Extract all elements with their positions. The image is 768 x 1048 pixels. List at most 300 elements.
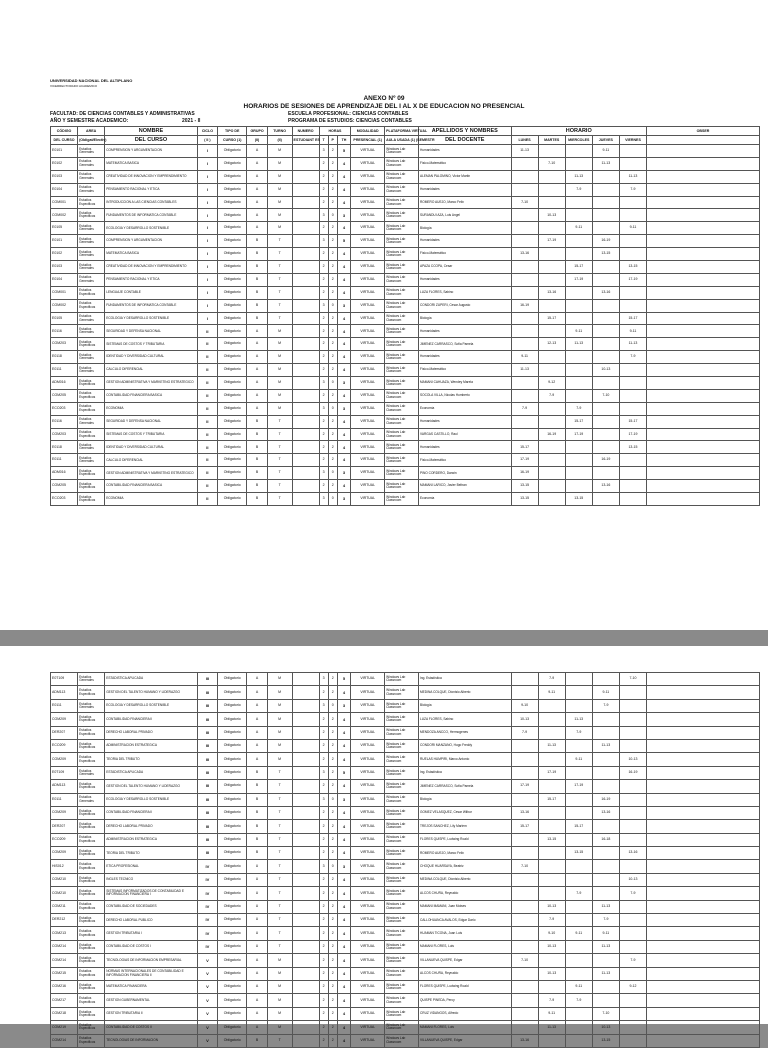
course-name: GESTION ADMINISTRATIVA Y MARKETING ESTRATEGICO xyxy=(105,467,198,480)
schedule-lunes xyxy=(511,389,538,402)
teacher-name: CONDORI ZUPERI, Cesar Augusto xyxy=(418,299,511,312)
schedule-viernes xyxy=(619,699,646,712)
course-type: Obligatorio xyxy=(218,377,247,390)
modality: VIRTUAL xyxy=(351,441,385,454)
teacher-name: Humanidades xyxy=(418,145,511,158)
observation xyxy=(647,389,760,402)
hours-t: 3 xyxy=(319,860,328,873)
hours-p: 2 xyxy=(328,980,337,993)
hours-p: 2 xyxy=(328,914,337,927)
hours-p: 2 xyxy=(328,183,337,196)
hours-t: 3 xyxy=(319,699,328,712)
course-group: A xyxy=(247,739,267,752)
student-count xyxy=(292,739,319,752)
schedule-miercoles xyxy=(565,454,592,467)
hours-p: 2 xyxy=(328,1021,337,1034)
modality: VIRTUAL xyxy=(351,248,385,261)
observation xyxy=(647,312,760,325)
course-group: A xyxy=(247,402,267,415)
teacher-name: CRUZ VIDANGOS, Alfredo xyxy=(418,1007,511,1020)
schedule-martes xyxy=(538,351,565,364)
course-type: Obligatorio xyxy=(218,847,247,860)
course-area: Estudios Generales xyxy=(78,441,105,454)
schedule-miercoles xyxy=(565,1034,592,1047)
hours-th: 4 xyxy=(337,713,351,726)
teacher-name: MAMANI LARICO, Javier Beltran xyxy=(418,480,511,493)
course-code: COM216 xyxy=(51,980,78,993)
course-group: A xyxy=(247,753,267,766)
schedule-jueves xyxy=(592,402,619,415)
schedule-lunes xyxy=(511,686,538,699)
course-group: A xyxy=(247,967,267,980)
course-shift: T xyxy=(267,847,292,860)
hours-t: 3 xyxy=(319,766,328,779)
modality: VIRTUAL xyxy=(351,183,385,196)
course-name: TEORIA DEL TRIBUTO xyxy=(105,847,198,860)
hours-p: 2 xyxy=(328,351,337,364)
course-name: COMPRENSION Y ARGUMENTACION xyxy=(105,235,198,248)
hours-p: 2 xyxy=(328,673,337,686)
course-shift: M xyxy=(267,196,292,209)
table-row xyxy=(51,209,760,222)
schedule-martes xyxy=(538,441,565,454)
modality: VIRTUAL xyxy=(351,833,385,846)
table-row xyxy=(51,273,760,286)
hours-p: 2 xyxy=(328,873,337,886)
course-name: GESTION TRIBUTARIA I xyxy=(105,927,198,940)
course-area: Estudios Generales xyxy=(78,145,105,158)
course-area: Estudios Generales xyxy=(78,454,105,467)
course-shift: M xyxy=(267,183,292,196)
schedule-martes xyxy=(538,248,565,261)
platform: Windows Lab Classroom xyxy=(385,170,419,183)
course-shift: T xyxy=(267,235,292,248)
schedule-martes: 9-11 xyxy=(538,686,565,699)
course-area: Estudios Especificos xyxy=(78,1007,105,1020)
hours-t: 2 xyxy=(319,914,328,927)
course-area: Estudios Especificos xyxy=(78,1034,105,1047)
col-turno: TURNO xyxy=(267,127,292,136)
observation xyxy=(647,364,760,377)
schedule-jueves xyxy=(592,860,619,873)
hours-th: 4 xyxy=(337,900,351,913)
schedule-viernes xyxy=(619,726,646,739)
schedule-lunes: 13-16 xyxy=(511,1034,538,1047)
schedule-martes xyxy=(538,222,565,235)
hours-t: 2 xyxy=(319,847,328,860)
teacher-name: GOMEZ VELASQUEZ, Cesar Wilbur xyxy=(418,806,511,819)
course-group: A xyxy=(247,994,267,1007)
table-row xyxy=(51,415,760,428)
schedule-lunes xyxy=(511,753,538,766)
hours-t: 2 xyxy=(319,980,328,993)
platform: Windows Lab Classroom xyxy=(385,261,419,274)
hours-t: 3 xyxy=(319,673,328,686)
table-row xyxy=(51,820,760,833)
course-cycle: IV xyxy=(197,927,217,940)
course-area: Estudios Especificos xyxy=(78,428,105,441)
hours-th: 4 xyxy=(337,806,351,819)
platform: Windows Lab Classroom xyxy=(385,900,419,913)
schedule-lunes xyxy=(511,261,538,274)
course-shift: M xyxy=(267,713,292,726)
course-code: E0101 xyxy=(51,235,78,248)
student-count xyxy=(292,753,319,766)
col-th: TH xyxy=(337,136,351,145)
schedule-viernes: 13-15 xyxy=(619,261,646,274)
hours-th: 4 xyxy=(337,222,351,235)
platform: Windows Lab Classroom xyxy=(385,927,419,940)
course-shift: M xyxy=(267,994,292,1007)
student-count xyxy=(292,377,319,390)
schedule-miercoles xyxy=(565,1007,592,1020)
schedule-martes: 16-19 xyxy=(538,428,565,441)
hours-th: 4 xyxy=(337,927,351,940)
schedule-miercoles xyxy=(565,389,592,402)
teacher-name: HUAMAN TICONA, Juan Luis xyxy=(418,927,511,940)
course-name: SEGURIDAD Y DEFENSA NACIONAL xyxy=(105,415,198,428)
hours-th: 4 xyxy=(337,780,351,793)
teacher-name: FLORES QUISPE, Ludwing Roald xyxy=(418,833,511,846)
hours-t: 2 xyxy=(319,273,328,286)
course-group: A xyxy=(247,364,267,377)
table-row xyxy=(51,673,760,686)
schedule-lunes xyxy=(511,235,538,248)
hours-t: 3 xyxy=(319,402,328,415)
student-count xyxy=(292,441,319,454)
schedule-miercoles: 15-17 xyxy=(565,261,592,274)
schedule-lunes xyxy=(511,209,538,222)
schedule-lunes xyxy=(511,273,538,286)
hours-th: 5 xyxy=(337,766,351,779)
table-row xyxy=(51,248,760,261)
hours-th: 4 xyxy=(337,753,351,766)
course-name: SISTEMAS DE COSTOS Y TRIBUTARIA xyxy=(105,428,198,441)
schedule-jueves: 13-16 xyxy=(592,286,619,299)
schedule-lunes: 13-16 xyxy=(511,248,538,261)
schedule-miercoles xyxy=(565,299,592,312)
col-t: T xyxy=(319,136,328,145)
course-area: Estudios Especificos xyxy=(78,780,105,793)
university-name: UNIVERSIDAD NACIONAL DEL ALTIPLANO xyxy=(50,78,133,83)
student-count xyxy=(292,209,319,222)
hours-p: 2 xyxy=(328,312,337,325)
schedule-jueves xyxy=(592,753,619,766)
schedule-lunes xyxy=(511,766,538,779)
course-group: A xyxy=(247,699,267,712)
student-count xyxy=(292,673,319,686)
modality: VIRTUAL xyxy=(351,780,385,793)
course-code: E0116 xyxy=(51,415,78,428)
course-group: A xyxy=(247,377,267,390)
teacher-name: SURANDUI AZA, Luis Angel xyxy=(418,209,511,222)
observation xyxy=(647,820,760,833)
course-area: Estudios Especificos xyxy=(78,493,105,506)
hours-t: 2 xyxy=(319,873,328,886)
course-type: Obligatorio xyxy=(218,927,247,940)
platform: Windows Lab Classroom xyxy=(385,157,419,170)
course-name: CONTABILIDAD DE COSTOS II xyxy=(105,1021,198,1034)
course-group: A xyxy=(247,183,267,196)
schedule-lunes: 7-9 xyxy=(511,402,538,415)
hours-t: 2 xyxy=(319,454,328,467)
course-group: B xyxy=(247,415,267,428)
course-code: ECO203 xyxy=(51,402,78,415)
course-cycle: I xyxy=(197,183,217,196)
hours-p: 2 xyxy=(328,739,337,752)
hours-p: 0 xyxy=(328,860,337,873)
schedule-viernes xyxy=(619,157,646,170)
modality: VIRTUAL xyxy=(351,157,385,170)
student-count xyxy=(292,299,319,312)
course-name: PENSAMIENTO RACIONAL Y ETICA xyxy=(105,183,198,196)
course-cycle: I xyxy=(197,145,217,158)
platform: Windows Lab Classroom xyxy=(385,793,419,806)
course-area: Estudios Especificos xyxy=(78,377,105,390)
hours-p: 2 xyxy=(328,887,337,900)
course-area: Estudios Generales xyxy=(78,235,105,248)
course-group: U xyxy=(247,914,267,927)
course-cycle: I xyxy=(197,299,217,312)
course-shift: M xyxy=(267,699,292,712)
table-row xyxy=(51,766,760,779)
course-code: E0111 xyxy=(51,454,78,467)
course-shift: T xyxy=(267,286,292,299)
course-cycle: II xyxy=(197,377,217,390)
schedule-lunes xyxy=(511,900,538,913)
schedule-lunes: 15-17 xyxy=(511,820,538,833)
observation xyxy=(647,847,760,860)
course-type: Obligatorio xyxy=(218,887,247,900)
course-name: DERECHO LABORAL PRIVADO xyxy=(105,820,198,833)
schedule-miercoles xyxy=(565,954,592,967)
course-type: Obligatorio xyxy=(218,402,247,415)
course-cycle: II xyxy=(197,454,217,467)
schedule-miercoles xyxy=(565,967,592,980)
course-group: B xyxy=(247,273,267,286)
hours-t: 2 xyxy=(319,726,328,739)
course-group: A xyxy=(247,222,267,235)
course-group: B xyxy=(247,780,267,793)
student-count xyxy=(292,338,319,351)
course-code: ADM113 xyxy=(51,780,78,793)
course-code: E0104 xyxy=(51,273,78,286)
schedule-miercoles: 11-13 xyxy=(565,713,592,726)
course-cycle: II xyxy=(197,325,217,338)
course-shift: M xyxy=(267,389,292,402)
col-grupo: GRUPO xyxy=(247,127,267,136)
schedule-lunes xyxy=(511,286,538,299)
observation xyxy=(647,415,760,428)
schedule-viernes: 7-9 xyxy=(619,887,646,900)
course-group: A xyxy=(247,1007,267,1020)
platform: Windows Lab Classroom xyxy=(385,286,419,299)
platform: Windows Lab Classroom xyxy=(385,196,419,209)
course-group: A xyxy=(247,157,267,170)
student-count xyxy=(292,428,319,441)
col-ciclo: CICLO xyxy=(197,127,217,136)
course-area: Estudios Especificos xyxy=(78,739,105,752)
schedule-viernes xyxy=(619,467,646,480)
platform: Windows Lab Classroom xyxy=(385,325,419,338)
schedule-lunes xyxy=(511,673,538,686)
student-count xyxy=(292,480,319,493)
hours-p: 2 xyxy=(328,338,337,351)
hours-th: 4 xyxy=(337,428,351,441)
schedule-jueves: 11-13 xyxy=(592,940,619,953)
course-code: COM002 xyxy=(51,209,78,222)
hours-t: 2 xyxy=(319,1021,328,1034)
table-row xyxy=(51,994,760,1007)
schedule-lunes: 7-10 xyxy=(511,860,538,873)
schedule-jueves xyxy=(592,209,619,222)
platform: Windows Lab Classroom xyxy=(385,1007,419,1020)
schedule-viernes xyxy=(619,793,646,806)
course-type: Obligatorio xyxy=(218,248,247,261)
hours-p: 2 xyxy=(328,994,337,1007)
schedule-lunes xyxy=(511,914,538,927)
col-p: P xyxy=(328,136,337,145)
course-shift: M xyxy=(267,980,292,993)
hours-p: 2 xyxy=(328,900,337,913)
course-code: COM001 xyxy=(51,286,78,299)
schedule-viernes xyxy=(619,145,646,158)
observation xyxy=(647,980,760,993)
course-name: CREATIVIDAD DE INNOVACION Y EMPRENDIMIENTO xyxy=(105,261,198,274)
student-count xyxy=(292,286,319,299)
schedule-viernes xyxy=(619,493,646,506)
course-type: Obligatorio xyxy=(218,980,247,993)
hours-th: 4 xyxy=(337,312,351,325)
course-name: ECOLOGIA Y DESARROLLO SOSTENIBLE xyxy=(105,222,198,235)
school-label: ESCUELA PROFESIONAL: CIENCIAS CONTABLES xyxy=(288,111,409,117)
course-type: Obligatorio xyxy=(218,493,247,506)
course-type: Obligatorio xyxy=(218,726,247,739)
header-row-2 xyxy=(51,136,760,145)
course-cycle: IV xyxy=(197,940,217,953)
table-row xyxy=(51,1021,760,1034)
course-shift: T xyxy=(267,273,292,286)
hours-p: 2 xyxy=(328,833,337,846)
schedule-martes xyxy=(538,806,565,819)
schedule-miercoles: 13-15 xyxy=(565,493,592,506)
course-area: Estudios Especificos xyxy=(78,900,105,913)
course-type: Obligatorio xyxy=(218,1021,247,1034)
platform: Windows Lab Classroom xyxy=(385,980,419,993)
course-code: COM209 xyxy=(51,806,78,819)
schedule-viernes xyxy=(619,209,646,222)
table-row xyxy=(51,699,760,712)
course-group: U xyxy=(247,873,267,886)
course-type: Obligatorio xyxy=(218,196,247,209)
modality: VIRTUAL xyxy=(351,1021,385,1034)
course-area: Estudios Generales xyxy=(78,273,105,286)
table-row xyxy=(51,860,760,873)
course-type: Obligatorio xyxy=(218,914,247,927)
observation xyxy=(647,480,760,493)
table-row xyxy=(51,454,760,467)
teacher-name: Biología xyxy=(418,222,511,235)
course-name: ECOLOGIA Y DESARROLLO SOSTENIBLE xyxy=(105,699,198,712)
course-area: Estudios Especificos xyxy=(78,1021,105,1034)
course-group: A xyxy=(247,980,267,993)
schedule-viernes xyxy=(619,389,646,402)
observation xyxy=(647,351,760,364)
hours-t: 2 xyxy=(319,248,328,261)
student-count xyxy=(292,196,319,209)
schedule-martes xyxy=(538,480,565,493)
table-row xyxy=(51,847,760,860)
course-shift: M xyxy=(267,222,292,235)
course-area: Estudios Especificos xyxy=(78,467,105,480)
course-code: COM002 xyxy=(51,299,78,312)
schedule-martes xyxy=(538,196,565,209)
modality: VIRTUAL xyxy=(351,820,385,833)
schedule-martes xyxy=(538,325,565,338)
schedule-viernes: 17-19 xyxy=(619,273,646,286)
schedule-miercoles xyxy=(565,766,592,779)
platform: Windows Lab Classroom xyxy=(385,209,419,222)
student-count xyxy=(292,847,319,860)
course-shift: T xyxy=(267,820,292,833)
course-code: COM209 xyxy=(51,847,78,860)
schedule-jueves xyxy=(592,351,619,364)
table-row xyxy=(51,261,760,274)
course-name: ECONOMIA xyxy=(105,493,198,506)
course-group: B xyxy=(247,806,267,819)
hours-t: 2 xyxy=(319,940,328,953)
student-count xyxy=(292,415,319,428)
modality: VIRTUAL xyxy=(351,753,385,766)
hours-p: 2 xyxy=(328,157,337,170)
course-name: FUNDAMENTOS DE INFORMATICA CONTABLE xyxy=(105,299,198,312)
schedule-jueves: 16-19 xyxy=(592,454,619,467)
course-area: Estudios Especificos xyxy=(78,980,105,993)
schedule-martes xyxy=(538,467,565,480)
observation xyxy=(647,273,760,286)
course-code: COM214 xyxy=(51,940,78,953)
schedule-miercoles xyxy=(565,699,592,712)
observation xyxy=(647,454,760,467)
schedule-viernes: 7-9 xyxy=(619,183,646,196)
schedule-lunes: 13-16 xyxy=(511,806,538,819)
course-group: B xyxy=(247,493,267,506)
course-area: Estudios Generales xyxy=(78,183,105,196)
schedule-jueves xyxy=(592,299,619,312)
student-count xyxy=(292,940,319,953)
course-type: Obligatorio xyxy=(218,793,247,806)
course-cycle: II xyxy=(197,467,217,480)
modality: VIRTUAL xyxy=(351,900,385,913)
header-row-1 xyxy=(51,127,760,136)
hours-th: 3 xyxy=(337,793,351,806)
hours-th: 4 xyxy=(337,954,351,967)
hours-t: 2 xyxy=(319,364,328,377)
student-count xyxy=(292,454,319,467)
schedule-miercoles xyxy=(565,441,592,454)
teacher-name: Humanidades xyxy=(418,235,511,248)
schedule-lunes xyxy=(511,377,538,390)
course-shift: T xyxy=(267,441,292,454)
course-shift: M xyxy=(267,673,292,686)
hours-th: 3 xyxy=(337,402,351,415)
course-code: COM211 xyxy=(51,900,78,913)
schedule-miercoles xyxy=(565,286,592,299)
schedule-viernes: 7-10 xyxy=(619,673,646,686)
course-cycle: V xyxy=(197,1021,217,1034)
course-group: B xyxy=(247,248,267,261)
table-row xyxy=(51,1034,760,1047)
